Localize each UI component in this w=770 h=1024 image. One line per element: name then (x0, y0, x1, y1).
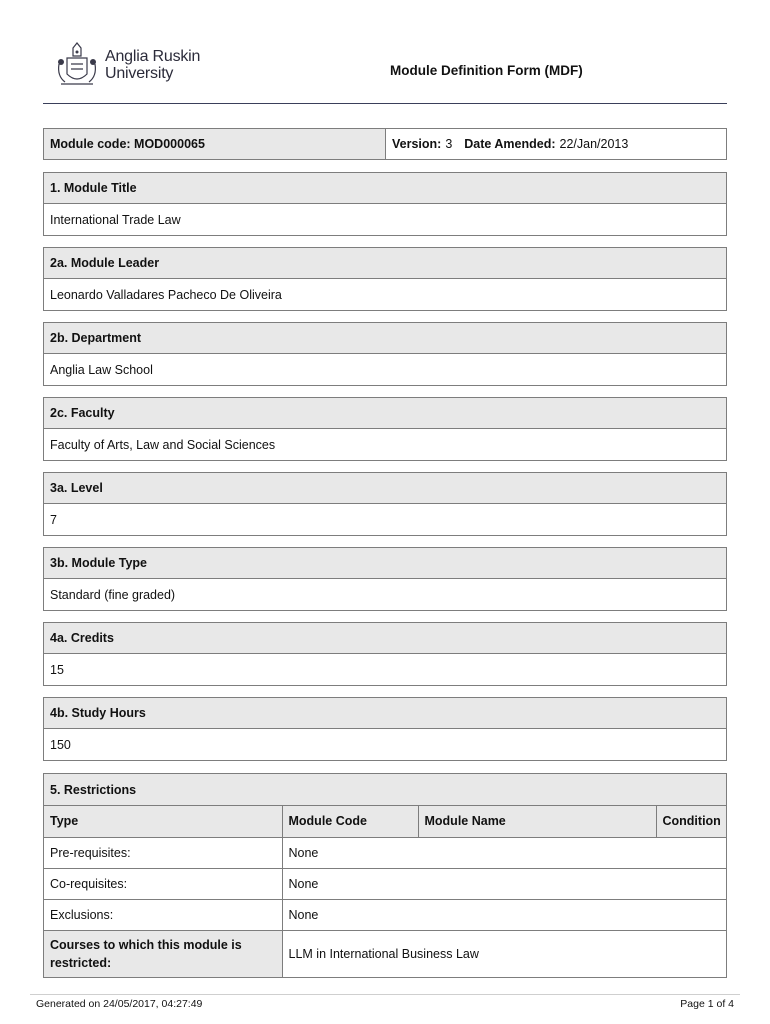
table-row (44, 899, 726, 930)
restriction-module-code: None (282, 837, 726, 868)
section-value: International Trade Law (44, 204, 726, 235)
section-study-hours (43, 697, 727, 761)
module-info-bar (43, 128, 727, 160)
column-header-module-code: Module Code (282, 806, 418, 837)
section-heading: 1. Module Title (44, 173, 726, 204)
generated-timestamp: Generated on 24/05/2017, 04:27:49 (36, 998, 203, 1010)
restriction-type: Exclusions: (44, 899, 282, 930)
restriction-course: LLM in International Business Law (288, 946, 479, 961)
restriction-type (44, 930, 282, 977)
table-row (44, 868, 726, 899)
module-code-cell (44, 129, 386, 159)
date-amended-label: Date Amended: (464, 137, 556, 151)
column-header-module-name: Module Name (418, 806, 656, 837)
section-heading: 3b. Module Type (44, 548, 726, 579)
document-header (43, 36, 727, 104)
section-value: Faculty of Arts, Law and Social Sciences (44, 429, 726, 460)
column-header-type: Type (44, 806, 282, 837)
restriction-module-code: None (282, 868, 726, 899)
section-value: 7 (44, 504, 726, 535)
section-department (43, 322, 727, 386)
section-value: 150 (44, 729, 726, 760)
section-heading: 2b. Department (44, 323, 726, 354)
section-level (43, 472, 727, 536)
version-value: 3 (445, 137, 453, 151)
section-value: Leonardo Valladares Pacheco De Oliveira (44, 279, 726, 310)
section-module-title (43, 172, 727, 236)
section-heading: 2a. Module Leader (44, 248, 726, 279)
logo-line-1: Anglia Ruskin (105, 48, 201, 65)
section-heading: 4a. Credits (44, 623, 726, 654)
restrictions-table (44, 806, 726, 977)
section-module-leader (43, 247, 727, 311)
page-footer (30, 994, 740, 1014)
module-code-value: MOD000065 (134, 137, 205, 151)
section-credits (43, 622, 727, 686)
version-date-cell (386, 129, 726, 159)
section-heading: 3a. Level (44, 473, 726, 504)
section-restrictions (43, 773, 727, 978)
restriction-type-line-2: restricted: (50, 955, 112, 970)
date-amended-value: 22/Jan/2013 (559, 137, 629, 151)
logo-line-2: University (105, 65, 174, 82)
version-label: Version: (392, 137, 442, 151)
page-number: Page 1 of 4 (680, 998, 734, 1010)
restriction-type: Pre-requisites: (44, 837, 282, 868)
table-row (44, 930, 726, 977)
restriction-type-line-1: Courses to which this module is (50, 937, 242, 952)
form-title: Module Definition Form (MDF) (390, 63, 583, 78)
section-value: Standard (fine graded) (44, 579, 726, 610)
restriction-type: Co-requisites: (44, 868, 282, 899)
column-header-condition: Condition (656, 806, 726, 837)
section-heading: 4b. Study Hours (44, 698, 726, 729)
section-value: Anglia Law School (44, 354, 726, 385)
crest-icon (55, 40, 99, 90)
table-header-row (44, 806, 726, 837)
section-faculty (43, 397, 727, 461)
university-logo (55, 40, 225, 92)
restriction-module-code: None (282, 899, 726, 930)
section-heading: 2c. Faculty (44, 398, 726, 429)
section-value: 15 (44, 654, 726, 685)
module-code-label: Module code: (50, 137, 131, 151)
table-row (44, 837, 726, 868)
section-module-type (43, 547, 727, 611)
section-heading: 5. Restrictions (44, 774, 726, 806)
